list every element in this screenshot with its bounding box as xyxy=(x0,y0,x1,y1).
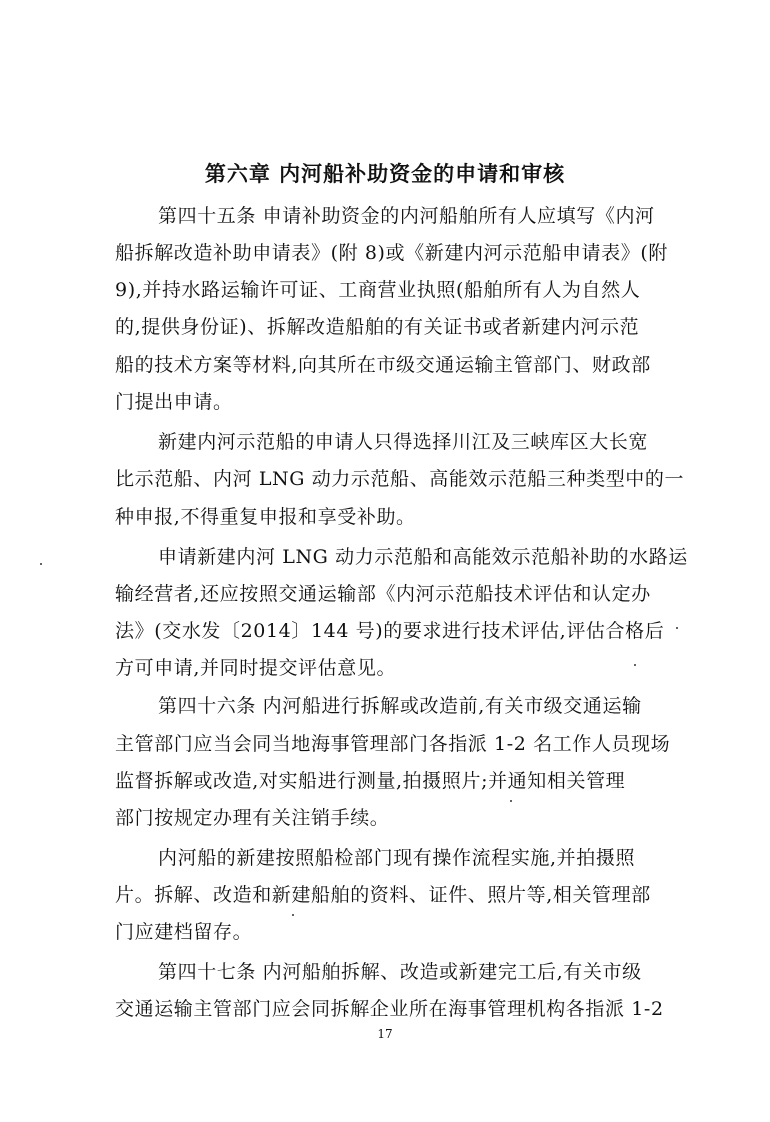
article-46-line-4: 部门按规定办理有关注销手续。 xyxy=(115,807,390,829)
paragraph-5-line-2: 片。拆解、改造和新建船舶的资料、证件、照片等,相关管理部 xyxy=(115,884,651,906)
article-45-line-2: 船拆解改造补助申请表》(附 8)或《新建内河示范船申请表》(附 xyxy=(115,242,668,264)
article-46-line-2: 主管部门应当会同当地海事管理部门各指派 1-2 名工作人员现场 xyxy=(115,733,671,755)
scan-speck xyxy=(676,627,678,629)
article-46-line-1: 第四十六条 内河船进行拆解或改造前,有关市级交通运输 xyxy=(158,695,642,717)
article-47-line-2: 交通运输主管部门应会同拆解企业所在海事管理机构各指派 1-2 xyxy=(115,998,664,1020)
paragraph-3-line-3: 法》(交水发〔2014〕144 号)的要求进行技术评估,评估合格后 xyxy=(115,620,665,642)
paragraph-2-line-2: 比示范船、内河 LNG 动力示范船、高能效示范船三种类型中的一 xyxy=(115,468,685,490)
article-45-line-6: 门提出申请。 xyxy=(115,391,233,413)
article-47-line-1: 第四十七条 内河船舶拆解、改造或新建完工后,有关市级 xyxy=(158,961,642,983)
scan-speck xyxy=(634,664,636,666)
chapter-title: 第六章 内河船补助资金的申请和审核 xyxy=(204,161,566,186)
scan-speck xyxy=(40,563,42,565)
paragraph-3-line-4: 方可申请,并同时提交评估意见。 xyxy=(115,657,397,679)
article-46-line-3: 监督拆解或改造,对实船进行测量,拍摄照片;并通知相关管理 xyxy=(115,770,626,792)
paragraph-5-line-1: 内河船的新建按照船检部门现有操作流程实施,并拍摄照 xyxy=(158,847,636,869)
page-number: 17 xyxy=(377,1027,393,1041)
paragraph-2-line-1: 新建内河示范船的申请人只得选择川江及三峡库区大长宽 xyxy=(158,431,649,453)
paragraph-5-line-3: 门应建档留存。 xyxy=(115,921,253,943)
article-45-line-1: 第四十五条 申请补助资金的内河船舶所有人应填写《内河 xyxy=(158,205,655,227)
article-45-line-5: 船的技术方案等材料,向其所在市级交通运输主管部门、财政部 xyxy=(115,354,651,376)
scan-speck xyxy=(292,914,294,916)
article-45-line-3: 9),并持水路运输许可证、工商营业执照(船舶所有人为自然人 xyxy=(115,279,641,301)
paragraph-3-line-2: 输经营者,还应按照交通运输部《内河示范船技术评估和认定办 xyxy=(115,583,651,605)
paragraph-3-line-1: 申请新建内河 LNG 动力示范船和高能效示范船补助的水路运 xyxy=(158,546,688,568)
article-45-line-4: 的,提供身份证)、拆解改造船舶的有关证书或者新建内河示范 xyxy=(115,316,640,338)
paragraph-2-line-3: 种申报,不得重复申报和享受补助。 xyxy=(115,506,416,528)
scan-speck xyxy=(510,800,512,802)
